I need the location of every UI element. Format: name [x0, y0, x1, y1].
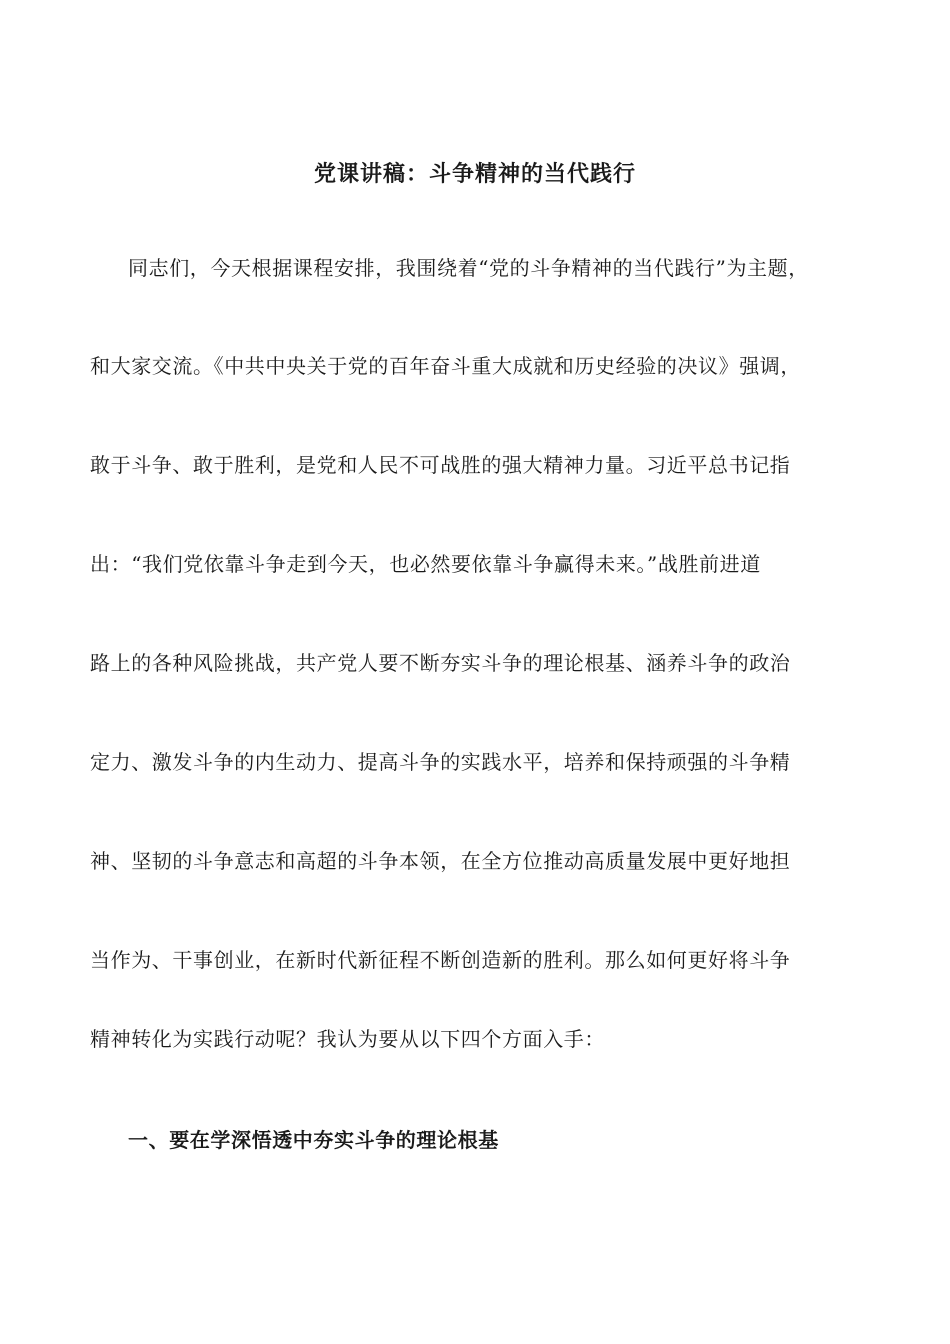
paragraph-line: 敢于斗争、敢于胜利，是党和人民不可战胜的强大精神力量。习近平总书记指 [90, 453, 791, 477]
paragraph-line: 定力、激发斗争的内生动力、提高斗争的实践水平，培养和保持顽强的斗争精 [90, 750, 791, 774]
document-title: 党课讲稿：斗争精神的当代践行 [313, 162, 636, 187]
paragraph-line: 出：“我们党依靠斗争走到今天，也必然要依靠斗争赢得未来。”战胜前进道 [90, 552, 761, 576]
paragraph-line: 路上的各种风险挑战，共产党人要不断夯实斗争的理论根基、涵养斗争的政治 [90, 651, 791, 675]
paragraph-line: 精神转化为实践行动呢？我认为要从以下四个方面入手： [90, 1027, 605, 1051]
paragraph-line: 同志们，今天根据课程安排，我围绕着“党的斗争精神的当代践行”为主题， [128, 256, 809, 280]
section-heading: 一、要在学深悟透中夯实斗争的理论根基 [128, 1128, 499, 1152]
paragraph-line: 当作为、干事创业，在新时代新征程不断创造新的胜利。那么如何更好将斗争 [90, 948, 791, 972]
paragraph-line: 神、坚韧的斗争意志和高超的斗争本领，在全方位推动高质量发展中更好地担 [90, 849, 791, 873]
paragraph-line: 和大家交流。《中共中央关于党的百年奋斗重大成就和历史经验的决议》强调， [90, 354, 801, 378]
